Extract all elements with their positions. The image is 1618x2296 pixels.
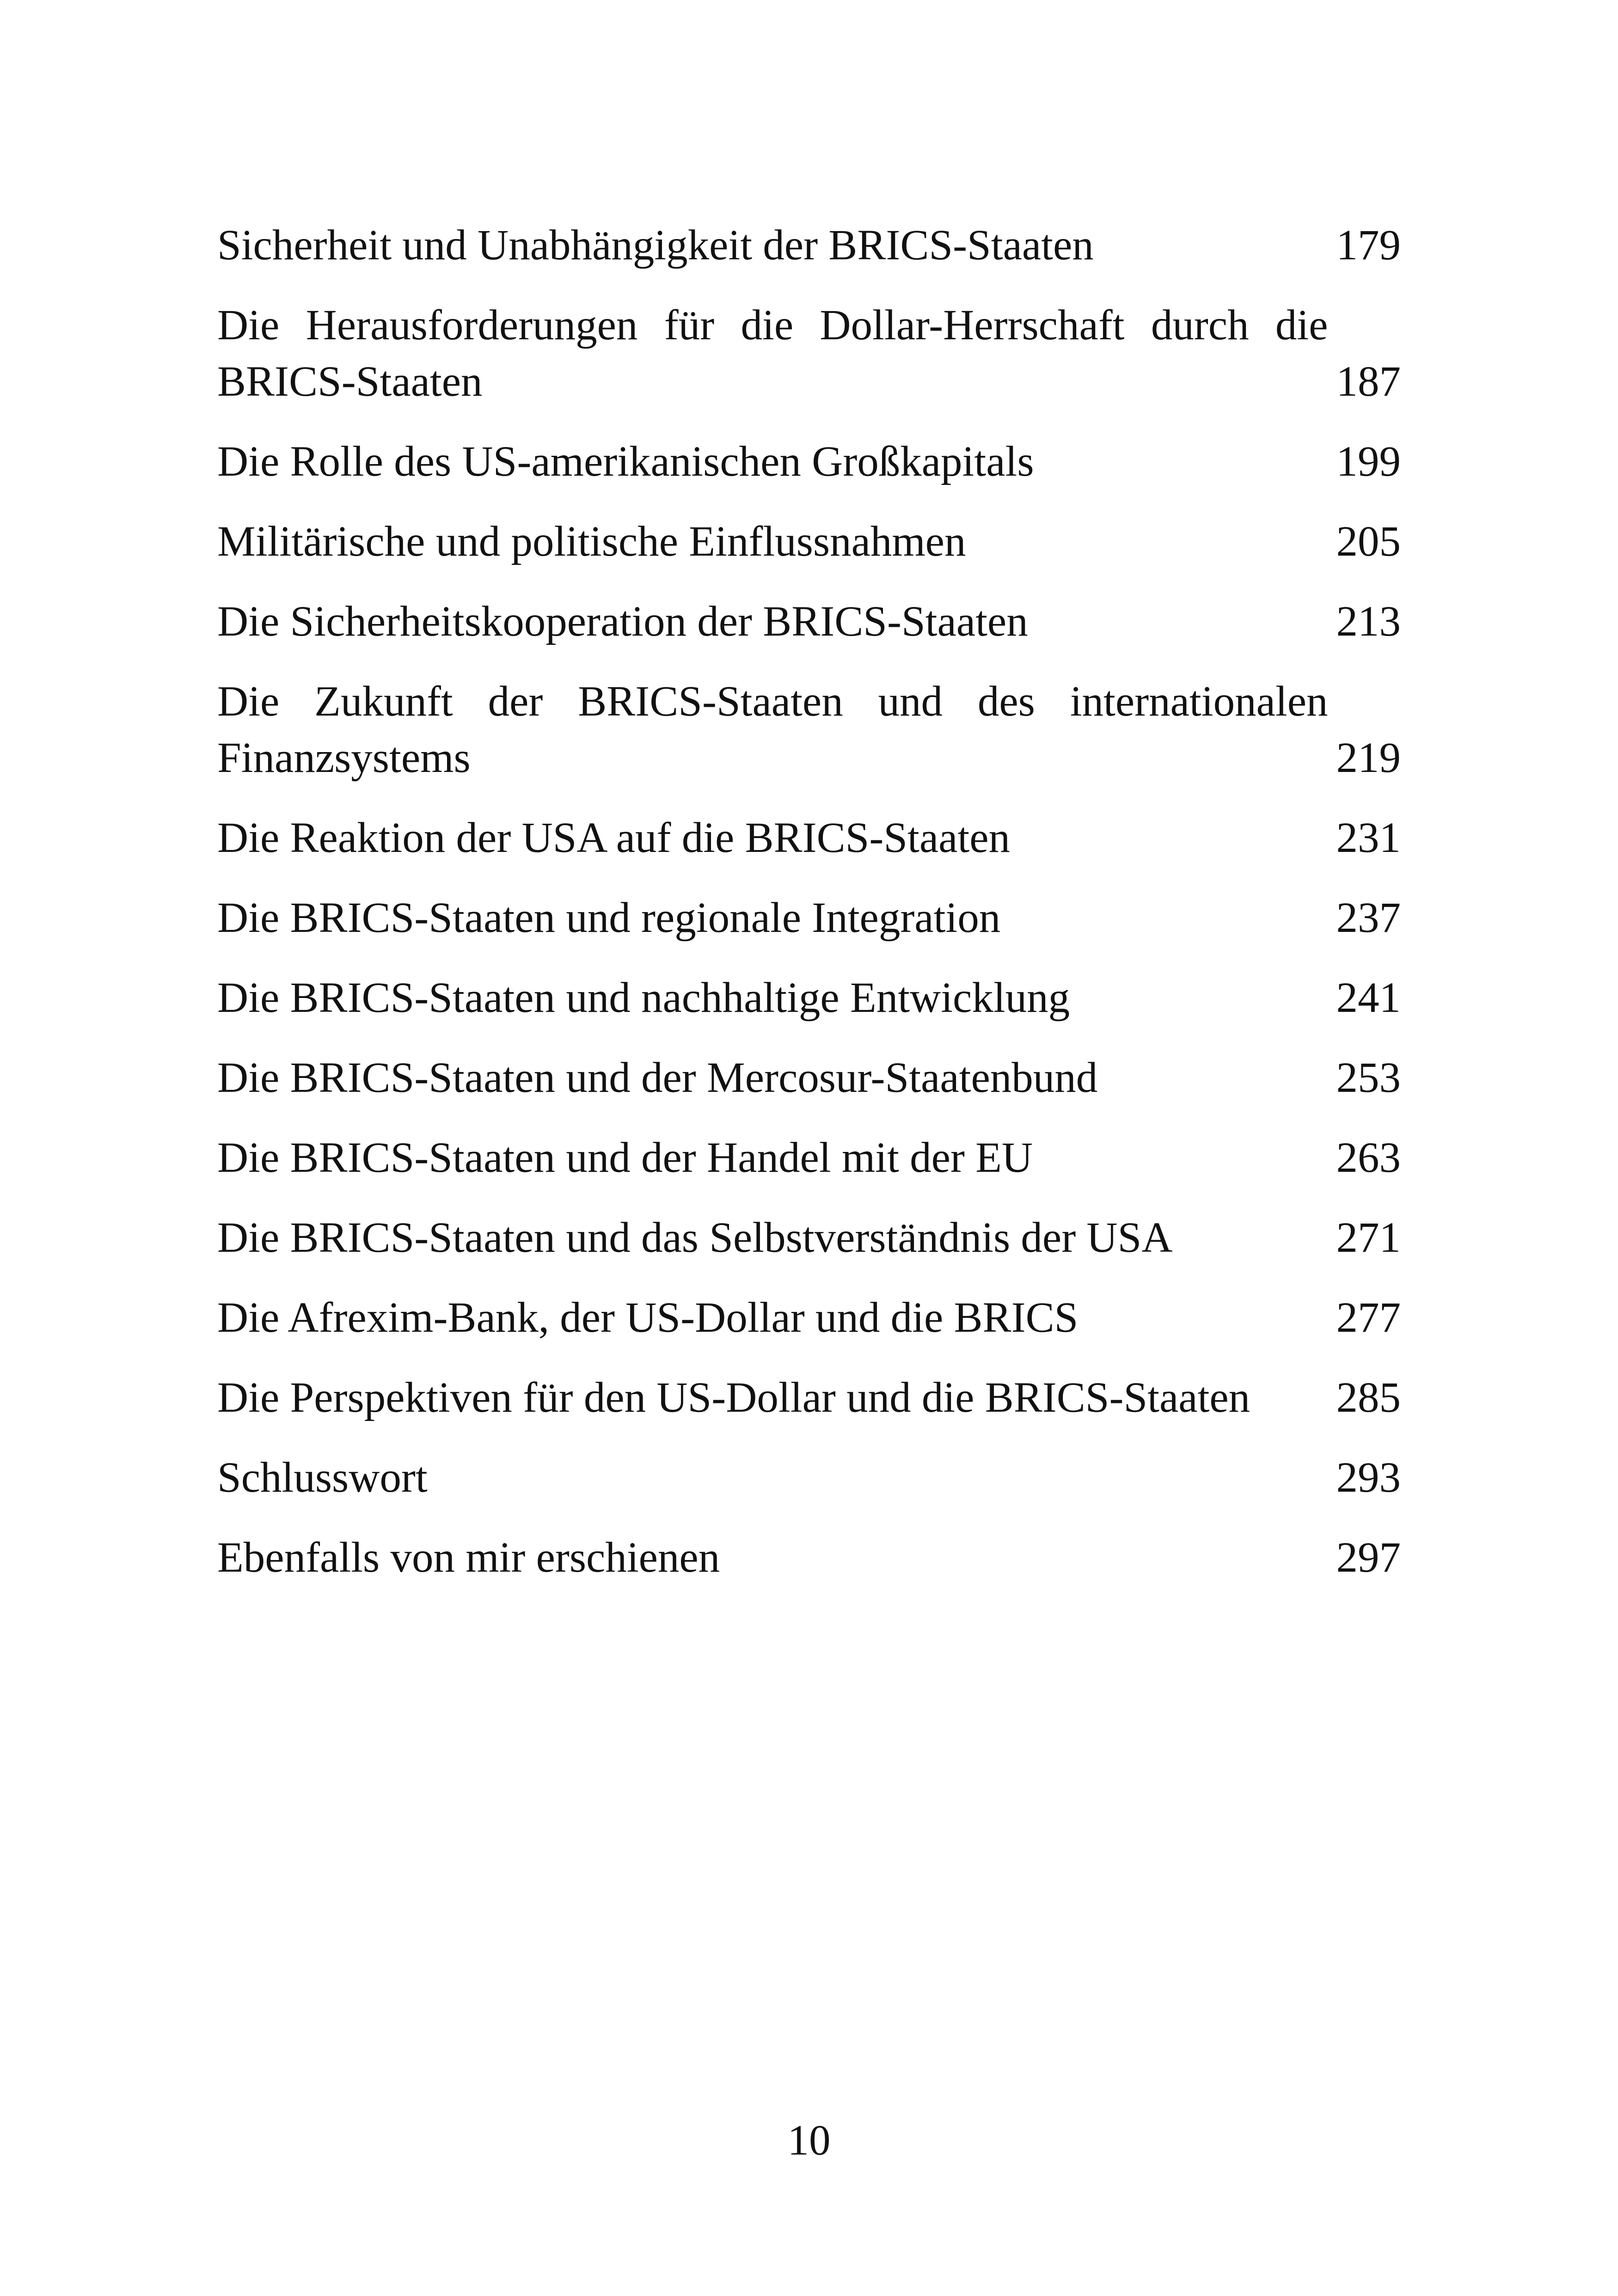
toc-entry-title: Die BRICS-Staaten und der Handel mit der EU xyxy=(217,1134,1033,1182)
toc-entry xyxy=(217,217,1401,274)
toc-entry-page: 179 xyxy=(1336,221,1401,269)
toc-entry xyxy=(217,1450,1401,1506)
toc-entry-title: Ebenfalls von mir erschienen xyxy=(217,1534,720,1581)
toc-entry-title: Die Rolle des US-amerikanischen Großkapitals xyxy=(217,438,1034,485)
toc-entry-page: 293 xyxy=(1336,1454,1401,1501)
toc-entry xyxy=(217,970,1401,1026)
toc-entry xyxy=(217,514,1401,570)
toc-entry-page: 297 xyxy=(1336,1534,1401,1581)
toc-entry xyxy=(217,297,1401,410)
toc-entry-title: Die Afrexim-Bank, der US-Dollar und die BRICS xyxy=(217,1294,1079,1341)
toc-entry xyxy=(217,890,1401,946)
toc-entry-title: Die Herausforderungen für die Dollar-Herrschaft durch die BRICS-Staaten xyxy=(217,301,1328,405)
toc-entry xyxy=(217,673,1401,786)
toc-entry-page: 263 xyxy=(1336,1134,1401,1182)
toc-entry-page: 205 xyxy=(1336,518,1401,565)
toc-entry xyxy=(217,1050,1401,1106)
toc-entry-page: 187 xyxy=(1336,358,1401,405)
toc-entry-title: Die BRICS-Staaten und das Selbstverständnis der USA xyxy=(217,1214,1173,1261)
toc-entry-title: Die Zukunft der BRICS-Staaten und des internationalen Finanzsystems xyxy=(217,678,1328,782)
toc-entry-title: Schlusswort xyxy=(217,1454,428,1501)
toc-entry xyxy=(217,1530,1401,1586)
toc-entry-title: Die BRICS-Staaten und regionale Integration xyxy=(217,894,1001,942)
toc-entry-title: Die BRICS-Staaten und der Mercosur-Staatenbund xyxy=(217,1054,1098,1102)
toc-entry-page: 199 xyxy=(1336,438,1401,485)
toc-entry xyxy=(217,1290,1401,1346)
toc-entry-title: Die Perspektiven für den US-Dollar und die BRICS-Staaten xyxy=(217,1374,1250,1421)
toc-entry-page: 285 xyxy=(1336,1374,1401,1421)
toc-entry-title: Die BRICS-Staaten und nachhaltige Entwicklung xyxy=(217,974,1070,1022)
toc-entry-title: Die Reaktion der USA auf die BRICS-Staaten xyxy=(217,814,1011,862)
toc-entry-page: 219 xyxy=(1336,734,1401,782)
toc-entry xyxy=(217,1210,1401,1266)
toc-entry-page: 277 xyxy=(1336,1294,1401,1341)
page-number: 10 xyxy=(787,2117,831,2164)
toc-entry xyxy=(217,810,1401,866)
toc-entry-page: 213 xyxy=(1336,598,1401,645)
toc-entry-title: Sicherheit und Unabhängigkeit der BRICS-Staaten xyxy=(217,221,1094,269)
toc-entry xyxy=(217,1370,1401,1426)
toc-entry-page: 231 xyxy=(1336,814,1401,862)
toc-entry xyxy=(217,1130,1401,1186)
toc-entry-page: 253 xyxy=(1336,1054,1401,1102)
toc-entry xyxy=(217,434,1401,490)
toc-entry-title: Militärische und politische Einflussnahmen xyxy=(217,518,966,565)
table-of-contents xyxy=(217,217,1401,1610)
toc-entry-page: 271 xyxy=(1336,1214,1401,1261)
toc-entry-page: 237 xyxy=(1336,894,1401,942)
toc-entry xyxy=(217,594,1401,650)
toc-entry-title: Die Sicherheitskooperation der BRICS-Staaten xyxy=(217,598,1028,645)
toc-entry-page: 241 xyxy=(1336,974,1401,1022)
